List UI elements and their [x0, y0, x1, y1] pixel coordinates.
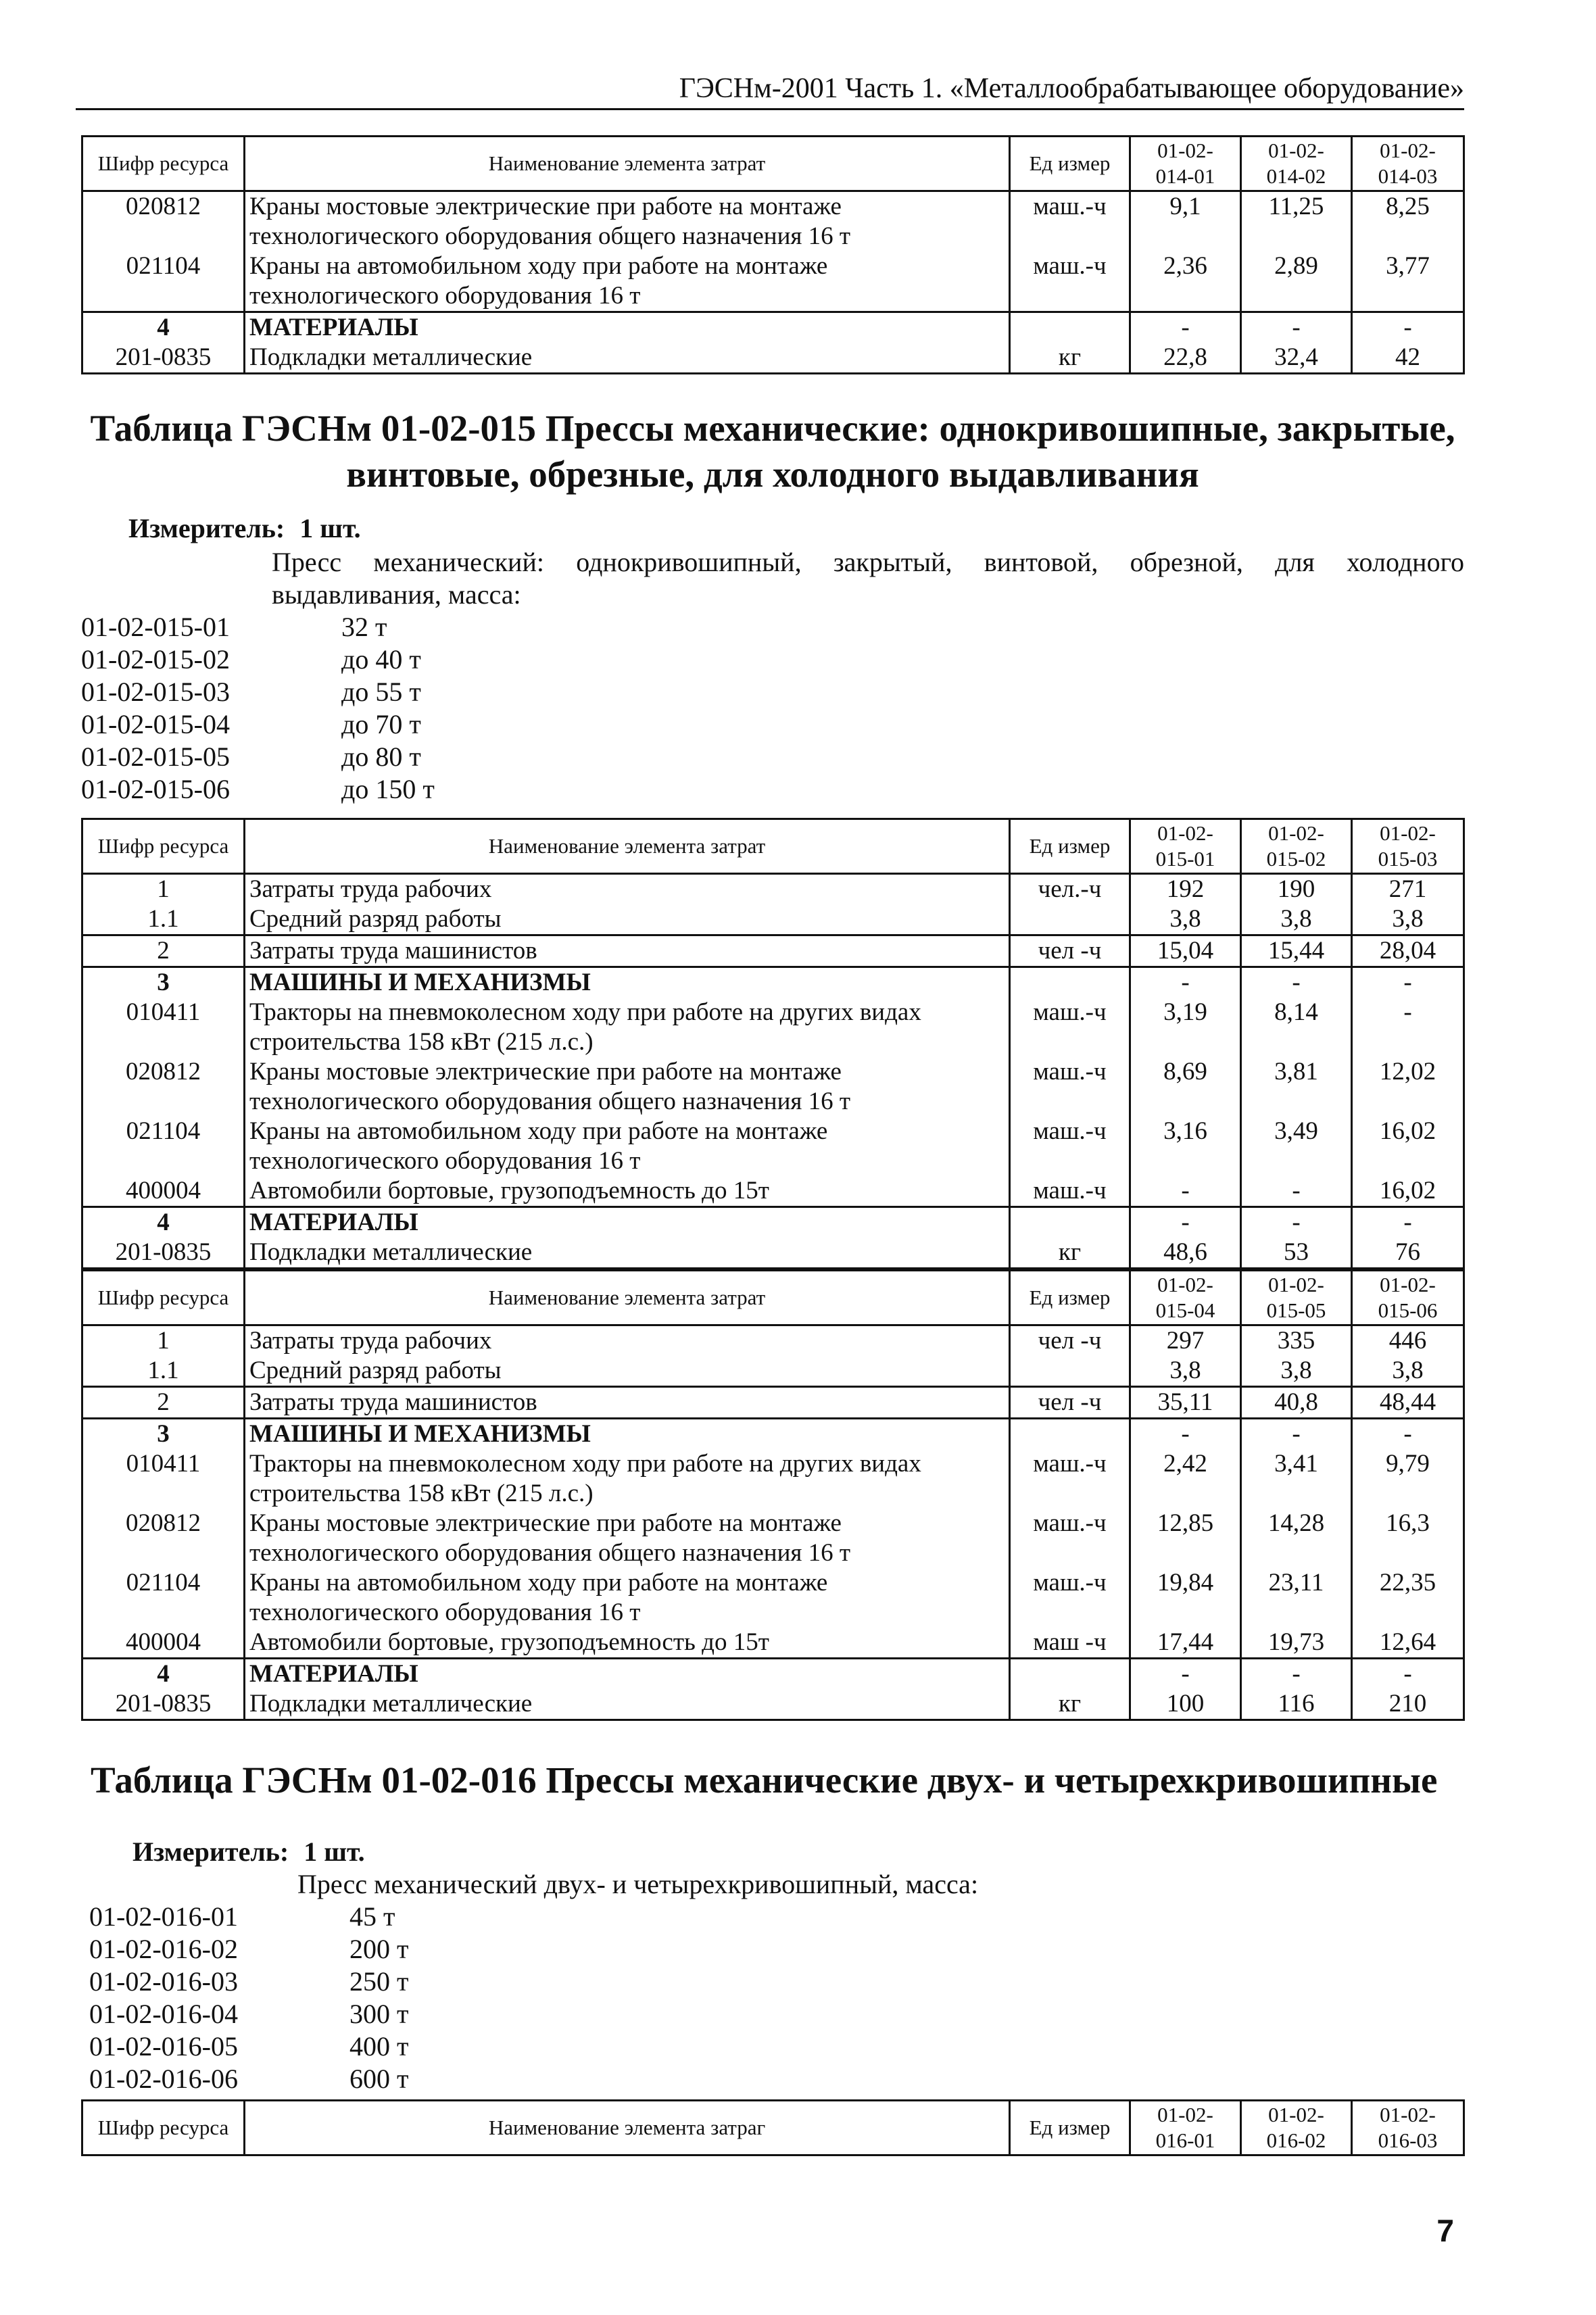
table-row — [82, 1117, 1464, 1176]
cell-name: МАШИНЫ И МЕХАНИЗМЫ — [245, 1419, 1010, 1450]
cell-name: Тракторы на пневмоколесном ходу при работе на других видах строительства 158 кВт (215 л.с.) — [245, 998, 1010, 1057]
list-item — [89, 2030, 408, 2063]
cell-value: 116 — [1241, 1689, 1352, 1720]
cell-unit — [1010, 1659, 1130, 1690]
header-col-1: 01-02- 016-01 — [1130, 2101, 1241, 2155]
table-row — [82, 251, 1464, 312]
header-col-1: 01-02- 015-01 — [1130, 819, 1241, 874]
cell-unit: чел -ч — [1010, 1387, 1130, 1419]
cell-name: Подкладки металлические — [245, 343, 1010, 374]
page-number: 7 — [1436, 2213, 1454, 2248]
item-value: 200 т — [349, 1934, 409, 1964]
table-row — [82, 998, 1464, 1057]
cell-value: 3,8 — [1352, 1356, 1464, 1387]
cell-value: 3,8 — [1352, 904, 1464, 935]
table-row — [82, 1325, 1464, 1357]
cell-value: 2,42 — [1130, 1449, 1241, 1509]
cell-value: 76 — [1352, 1238, 1464, 1269]
cell-unit: чел -ч — [1010, 1325, 1130, 1357]
cell-unit: маш.-ч — [1010, 191, 1130, 252]
table-row — [82, 967, 1464, 998]
cell-value: - — [1241, 1419, 1352, 1450]
cell-name: Краны мостовые электрические при работе на монтаже технологического оборудования общего назначения 16 т — [245, 1057, 1010, 1117]
table-row — [82, 1356, 1464, 1387]
cell-value: 14,28 — [1241, 1509, 1352, 1568]
cell-unit: маш.-ч — [1010, 1568, 1130, 1628]
cell-value: 3,19 — [1130, 998, 1241, 1057]
item-code: 01-02-016-06 — [89, 2064, 238, 2094]
cell-value: - — [1130, 1176, 1241, 1207]
cell-value: - — [1352, 967, 1464, 998]
measure-value: 1 шт. — [299, 513, 361, 543]
cell-unit: маш.-ч — [1010, 1057, 1130, 1117]
description-016: Пресс механический двух- и четырехкривошипный, масса: — [297, 1869, 979, 1899]
cell-value: 100 — [1130, 1689, 1241, 1720]
cell-name: Подкладки металлические — [245, 1238, 1010, 1269]
table-row — [82, 1659, 1464, 1690]
cell-value: - — [1241, 312, 1352, 343]
cell-value: 11,25 — [1241, 191, 1352, 252]
cell-value: 297 — [1130, 1325, 1241, 1357]
header-col-3: 01-02- 015-03 — [1352, 819, 1464, 874]
item-value: 250 т — [349, 1966, 409, 1997]
table-row — [82, 1207, 1464, 1238]
item-list-015 — [81, 611, 435, 806]
measure-value: 1 шт. — [304, 1836, 365, 1867]
list-item — [89, 1966, 408, 1998]
cell-unit — [1010, 1207, 1130, 1238]
item-value: до 70 т — [341, 709, 421, 739]
table-row — [82, 904, 1464, 935]
cell-value: 192 — [1130, 874, 1241, 905]
cell-value: - — [1241, 1207, 1352, 1238]
header-col-2: 01-02- 015-05 — [1241, 1271, 1352, 1325]
cell-code: 201-0835 — [82, 1238, 245, 1269]
list-item — [81, 708, 435, 741]
cell-value: 3,16 — [1130, 1117, 1241, 1176]
cell-code: 1 — [82, 1325, 245, 1357]
cell-value: 8,14 — [1241, 998, 1352, 1057]
cell-name: МАШИНЫ И МЕХАНИЗМЫ — [245, 967, 1010, 998]
table-row — [82, 1449, 1464, 1509]
item-code: 01-02-015-03 — [81, 677, 230, 707]
resource-table-014 — [81, 135, 1465, 374]
item-code: 01-02-015-02 — [81, 644, 230, 675]
header-code: Шифр ресурса — [82, 2101, 245, 2155]
cell-value: 2,89 — [1241, 251, 1352, 312]
header-unit: Ед измер — [1010, 137, 1130, 191]
table-header — [82, 819, 1464, 874]
header-name: Наименование элемента затрат — [245, 819, 1010, 874]
table-row — [82, 343, 1464, 374]
item-value: 32 т — [341, 612, 387, 642]
cell-name: Средний разряд работы — [245, 1356, 1010, 1387]
cell-name: Автомобили бортовые, грузоподъемность до 15т — [245, 1628, 1010, 1659]
cell-unit: чел.-ч — [1010, 874, 1130, 905]
header-unit: Ед измер — [1010, 1271, 1130, 1325]
list-item — [81, 643, 435, 676]
cell-value: - — [1352, 998, 1464, 1057]
cell-value: 3,8 — [1241, 904, 1352, 935]
cell-code: 021104 — [82, 1568, 245, 1628]
list-item — [81, 676, 435, 708]
item-value: до 40 т — [341, 644, 421, 675]
table-row — [82, 1238, 1464, 1269]
table-header — [82, 137, 1464, 191]
list-item — [89, 2063, 408, 2095]
cell-value: 53 — [1241, 1238, 1352, 1269]
section-title-016: Таблица ГЭСНм 01-02-016 Прессы механические двух- и четырехкривошипные — [91, 1759, 1438, 1801]
cell-value: - — [1130, 1207, 1241, 1238]
cell-unit: кг — [1010, 343, 1130, 374]
cell-value: 19,84 — [1130, 1568, 1241, 1628]
table-row — [82, 312, 1464, 343]
cell-value: 19,73 — [1241, 1628, 1352, 1659]
cell-unit — [1010, 967, 1130, 998]
cell-name: МАТЕРИАЛЫ — [245, 312, 1010, 343]
cell-value: 23,11 — [1241, 1568, 1352, 1628]
description-015: Пресс механический: однокривошипный, закрытый, винтовой, обрезной, для холодного выдавливания, масса: — [272, 547, 1464, 610]
header-rule — [76, 108, 1464, 110]
resource-table-015-a — [81, 818, 1465, 1269]
header-col-1: 01-02- 014-01 — [1130, 137, 1241, 191]
header-name: Наименование элемента затрат — [245, 137, 1010, 191]
cell-unit: маш -ч — [1010, 1628, 1130, 1659]
list-item — [81, 611, 435, 643]
table-row — [82, 1176, 1464, 1207]
measure-label: Измеритель: — [128, 513, 285, 543]
cell-value: 9,79 — [1352, 1449, 1464, 1509]
cell-name: Затраты труда машинистов — [245, 1387, 1010, 1419]
cell-unit: маш.-ч — [1010, 998, 1130, 1057]
cell-name: МАТЕРИАЛЫ — [245, 1207, 1010, 1238]
cell-value: 40,8 — [1241, 1387, 1352, 1419]
cell-value: 3,8 — [1241, 1356, 1352, 1387]
table-header — [82, 1271, 1464, 1325]
cell-value: - — [1241, 967, 1352, 998]
cell-code: 020812 — [82, 1509, 245, 1568]
cell-name: Краны на автомобильном ходу при работе на монтаже технологического оборудования 16 т — [245, 1568, 1010, 1628]
cell-unit — [1010, 312, 1130, 343]
cell-value: 3,8 — [1130, 904, 1241, 935]
cell-value: - — [1241, 1176, 1352, 1207]
cell-value: 3,49 — [1241, 1117, 1352, 1176]
item-code: 01-02-016-01 — [89, 1901, 238, 1932]
table-row — [82, 191, 1464, 252]
cell-value: - — [1241, 1659, 1352, 1690]
header-col-3: 01-02- 014-03 — [1352, 137, 1464, 191]
list-item — [89, 1901, 408, 1933]
cell-code: 2 — [82, 935, 245, 967]
cell-value: 17,44 — [1130, 1628, 1241, 1659]
measure-label: Измеритель: — [132, 1836, 289, 1867]
header-code: Шифр ресурса — [82, 819, 245, 874]
cell-value: 210 — [1352, 1689, 1464, 1720]
cell-value: 3,81 — [1241, 1057, 1352, 1117]
cell-value: - — [1352, 312, 1464, 343]
list-item — [89, 1998, 408, 2030]
cell-value: - — [1352, 1207, 1464, 1238]
cell-value: 3,77 — [1352, 251, 1464, 312]
cell-code: 1.1 — [82, 904, 245, 935]
cell-value: 15,04 — [1130, 935, 1241, 967]
cell-value: 48,6 — [1130, 1238, 1241, 1269]
list-item — [81, 741, 435, 773]
item-value: 300 т — [349, 1999, 409, 2029]
cell-code: 020812 — [82, 191, 245, 252]
cell-value: 2,36 — [1130, 251, 1241, 312]
resource-table-015-b — [81, 1269, 1465, 1721]
header-code: Шифр ресурса — [82, 137, 245, 191]
table-row — [82, 1419, 1464, 1450]
cell-value: 22,8 — [1130, 343, 1241, 374]
cell-value: 446 — [1352, 1325, 1464, 1357]
header-col-3: 01-02- 015-06 — [1352, 1271, 1464, 1325]
cell-value: 16,02 — [1352, 1176, 1464, 1207]
cell-unit: кг — [1010, 1689, 1130, 1720]
cell-code: 3 — [82, 967, 245, 998]
table-row — [82, 874, 1464, 905]
table-row — [82, 1387, 1464, 1419]
table-row — [82, 1689, 1464, 1720]
running-header: ГЭСНм-2001 Часть 1. «Металлообрабатывающее оборудование» — [679, 73, 1464, 104]
cell-name: Затраты труда рабочих — [245, 874, 1010, 905]
cell-name: Средний разряд работы — [245, 904, 1010, 935]
cell-value: 32,4 — [1241, 343, 1352, 374]
header-col-2: 01-02- 015-02 — [1241, 819, 1352, 874]
list-item — [89, 1933, 408, 1966]
cell-name: Подкладки металлические — [245, 1689, 1010, 1720]
cell-code: 4 — [82, 312, 245, 343]
cell-value: 12,85 — [1130, 1509, 1241, 1568]
item-code: 01-02-015-05 — [81, 741, 230, 772]
cell-value: 271 — [1352, 874, 1464, 905]
item-value: 600 т — [349, 2064, 409, 2094]
header-col-1: 01-02- 015-04 — [1130, 1271, 1241, 1325]
item-code: 01-02-015-01 — [81, 612, 230, 642]
table-row — [82, 935, 1464, 967]
cell-value: - — [1130, 967, 1241, 998]
cell-value: 190 — [1241, 874, 1352, 905]
list-item — [81, 773, 435, 806]
cell-name: Тракторы на пневмоколесном ходу при работе на других видах строительства 158 кВт (215 л.с.) — [245, 1449, 1010, 1509]
measure-015 — [128, 512, 361, 545]
table-row — [82, 1628, 1464, 1659]
cell-value: 335 — [1241, 1325, 1352, 1357]
cell-code: 3 — [82, 1419, 245, 1450]
cell-code: 400004 — [82, 1176, 245, 1207]
cell-code: 4 — [82, 1207, 245, 1238]
cell-unit: кг — [1010, 1238, 1130, 1269]
cell-code: 020812 — [82, 1057, 245, 1117]
cell-code: 010411 — [82, 998, 245, 1057]
cell-unit — [1010, 1419, 1130, 1450]
cell-value: 12,64 — [1352, 1628, 1464, 1659]
cell-value: 3,41 — [1241, 1449, 1352, 1509]
cell-code: 201-0835 — [82, 343, 245, 374]
header-col-3: 01-02- 016-03 — [1352, 2101, 1464, 2155]
table-row — [82, 1568, 1464, 1628]
cell-value: 3,8 — [1130, 1356, 1241, 1387]
item-code: 01-02-016-02 — [89, 1934, 238, 1964]
cell-unit: маш.-ч — [1010, 1117, 1130, 1176]
cell-unit: маш.-ч — [1010, 251, 1130, 312]
cell-name: Краны на автомобильном ходу при работе на монтаже технологического оборудования 16 т — [245, 251, 1010, 312]
cell-code: 201-0835 — [82, 1689, 245, 1720]
cell-value: - — [1352, 1659, 1464, 1690]
cell-value: 16,02 — [1352, 1117, 1464, 1176]
cell-name: Затраты труда рабочих — [245, 1325, 1010, 1357]
section-title-015: Таблица ГЭСНм 01-02-015 Прессы механические: однокривошипные, закрытые, винтовые, обрезные, для холодного выдавливания — [90, 408, 1455, 495]
table-row — [82, 1057, 1464, 1117]
cell-value: 15,44 — [1241, 935, 1352, 967]
cell-name: Краны на автомобильном ходу при работе на монтаже технологического оборудования 16 т — [245, 1117, 1010, 1176]
cell-unit: маш.-ч — [1010, 1176, 1130, 1207]
cell-value: 42 — [1352, 343, 1464, 374]
item-value: до 150 т — [341, 774, 435, 804]
cell-value: - — [1352, 1419, 1464, 1450]
cell-value: 35,11 — [1130, 1387, 1241, 1419]
item-value: 400 т — [349, 2031, 409, 2062]
cell-value: 12,02 — [1352, 1057, 1464, 1117]
cell-code: 1.1 — [82, 1356, 245, 1387]
cell-unit: чел -ч — [1010, 935, 1130, 967]
cell-name: Затраты труда машинистов — [245, 935, 1010, 967]
cell-unit: маш.-ч — [1010, 1449, 1130, 1509]
cell-value: 8,69 — [1130, 1057, 1241, 1117]
cell-code: 1 — [82, 874, 245, 905]
item-code: 01-02-015-06 — [81, 774, 230, 804]
item-code: 01-02-016-04 — [89, 1999, 238, 2029]
cell-value: 22,35 — [1352, 1568, 1464, 1628]
measure-016 — [132, 1836, 365, 1868]
cell-code: 2 — [82, 1387, 245, 1419]
item-list-016 — [89, 1901, 408, 2095]
table-row — [82, 1509, 1464, 1568]
cell-code: 021104 — [82, 1117, 245, 1176]
header-col-2: 01-02- 016-02 — [1241, 2101, 1352, 2155]
item-code: 01-02-015-04 — [81, 709, 230, 739]
header-unit: Ед измер — [1010, 2101, 1130, 2155]
cell-value: - — [1130, 1659, 1241, 1690]
cell-code: 021104 — [82, 251, 245, 312]
cell-code: 010411 — [82, 1449, 245, 1509]
cell-value: 48,44 — [1352, 1387, 1464, 1419]
cell-name: Автомобили бортовые, грузоподъемность до 15т — [245, 1176, 1010, 1207]
cell-unit: маш.-ч — [1010, 1509, 1130, 1568]
item-code: 01-02-016-05 — [89, 2031, 238, 2062]
item-value: до 80 т — [341, 741, 421, 772]
item-value: 45 т — [349, 1901, 395, 1932]
table-header — [82, 2101, 1464, 2155]
cell-unit — [1010, 904, 1130, 935]
header-col-2: 01-02- 014-02 — [1241, 137, 1352, 191]
cell-value: 8,25 — [1352, 191, 1464, 252]
cell-name: Краны мостовые электрические при работе на монтаже технологического оборудования общего назначения 16 т — [245, 191, 1010, 252]
resource-table-016 — [81, 2099, 1465, 2156]
cell-value: 9,1 — [1130, 191, 1241, 252]
cell-name: Краны мостовые электрические при работе на монтаже технологического оборудования общего назначения 16 т — [245, 1509, 1010, 1568]
header-code: Шифр ресурса — [82, 1271, 245, 1325]
cell-value: - — [1130, 312, 1241, 343]
item-code: 01-02-016-03 — [89, 1966, 238, 1997]
item-value: до 55 т — [341, 677, 421, 707]
cell-name: МАТЕРИАЛЫ — [245, 1659, 1010, 1690]
cell-value: 16,3 — [1352, 1509, 1464, 1568]
header-name: Наименование элемента затраг — [245, 2101, 1010, 2155]
cell-unit — [1010, 1356, 1130, 1387]
cell-code: 4 — [82, 1659, 245, 1690]
header-name: Наименование элемента затрат — [245, 1271, 1010, 1325]
cell-value: 28,04 — [1352, 935, 1464, 967]
cell-code: 400004 — [82, 1628, 245, 1659]
cell-value: - — [1130, 1419, 1241, 1450]
header-unit: Ед измер — [1010, 819, 1130, 874]
